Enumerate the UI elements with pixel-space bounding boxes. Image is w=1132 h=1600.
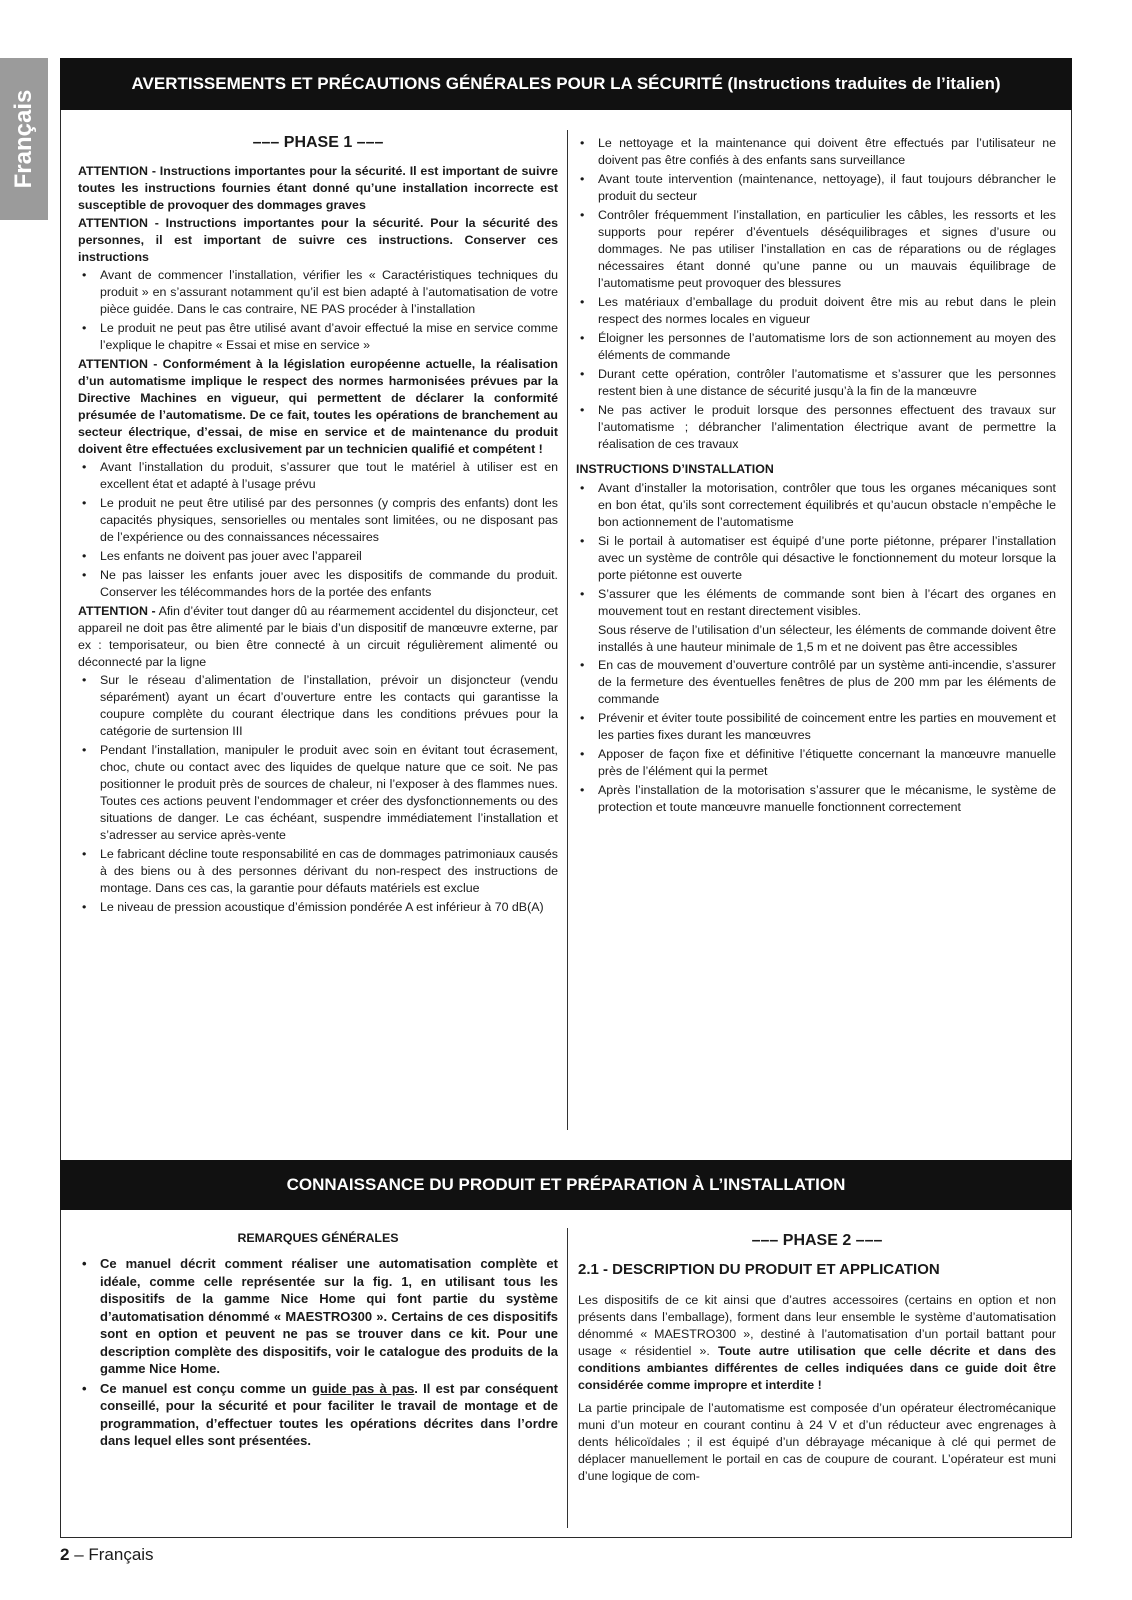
guide-link-text: guide pas à pas [311, 1380, 415, 1396]
attention-text: Afin d’éviter tout danger dû au réarmement accidentel du disjoncteur, cet appareil ne doit pas être alimenté par le biais d’un dispositif de manœuvre externe, par ex : temporisateur, ou bien être connecté à un circuit régulièrement alimenté ou déconnecté par la ligne [78, 604, 559, 669]
list-item: • Prévenir et éviter toute possibilité de coincement entre les parties en mouvement et les parties fixes durant les manœuvres [576, 710, 1056, 744]
list-item: • Avant d’installer la motorisation, contrôler que tous les organes mécaniques sont en bon état, qu’ils sont correctement équilibrés et qu’aucun obstacle n’empêche le bon actionnement de l’automatisme [576, 480, 1056, 531]
product-section-title: CONNAISSANCE DU PRODUIT ET PRÉPARATION À L’INSTALLATION [286, 1175, 846, 1194]
description-title: 2.1 - DESCRIPTION DU PRODUIT ET APPLICATION [578, 1261, 940, 1278]
attention-label: ATTENTION - [78, 604, 156, 618]
list-item: • Le niveau de pression acoustique d’émission pondérée A est inférieur à 70 dB(A) [78, 899, 558, 916]
attention-paragraph-2: ATTENTION - Instructions importantes pour la sécurité. Pour la sécurité des personnes, il est important de suivre ces instructions. Conserver ces instructions [78, 216, 558, 264]
description-paragraph-2: La partie principale de l’automatisme est composée d’un opérateur électromécanique muni d’un moteur en courant continu à 24 V et d’un réducteur avec engrenages à dents hélicoïdales ; il est équipé d’un débrayage mécanique à clé qui permet de déplacer manuellement le portail en cas de coupure de courant. L’opérateur est muni d’une logique de com- [578, 1401, 1056, 1483]
bullet-list-2 [78, 459, 558, 601]
list-item: • En cas de mouvement d’ouverture contrôlé par un système anti-incendie, s’assurer de la fermeture des éventuelles fenêtres de plus de 200 mm par les éléments de commande [576, 657, 1056, 708]
list-item: • Les enfants ne doivent pas jouer avec l’appareil [78, 548, 558, 565]
safety-subtitle: (Instructions traduites de l’italien) [727, 74, 1001, 93]
remarks-heading: REMARQUES GÉNÉRALES [237, 1231, 399, 1245]
list-item: • Avant de commencer l’installation, vérifier les « Caractéristiques techniques du produit » en s’assurant notamment qu’il est bien adapté à l’automatisation de votre pièce guidée. Dans le cas contraire, NE PAS procéder à l’installation [78, 267, 558, 318]
list-item: • Éloigner les personnes de l’automatisme lors de son actionnement au moyen des éléments de commande [576, 330, 1056, 364]
list-item: • Ce manuel est conçu comme un guide pas à pas. Il est par conséquent conseillé, pour la sécurité et pour faciliter le travail de montage et de programmation, d’effectuer toutes les opérations décrites dans l’ordre dans lequel elles sont présentées. [78, 1380, 558, 1450]
description-paragraph-1: Les dispositifs de ce kit ainsi que d’autres accessoires (certains en option et non présents dans l’emballage), forment dans leur ensemble le système d’automatisation dénommé « MAESTRO300 », destiné à l’automatisation d’un portail battant pour usage « résidentiel ». Toute autre utilisation que celle décrite et dans des conditions ambiantes différentes de celles indiquées dans ce guide doit être considérée comme impropre et interdite ! [578, 1293, 1056, 1392]
remarks-column [78, 1228, 558, 1452]
list-item: • Avant toute intervention (maintenance, nettoyage), il faut toujours débrancher le produit du secteur [576, 171, 1056, 205]
attention-paragraph-1: ATTENTION - Instructions importantes pour la sécurité. Il est important de suivre toutes les instructions fournies étant donné qu’une installation incorrecte est susceptible de provoquer des dommages graves [78, 164, 558, 212]
attention-paragraph-4 [78, 603, 558, 671]
phase1-left-column [78, 130, 558, 918]
list-item: • Durant cette opération, contrôler l’automatisme et s’assurer que les personnes restent bien à une distance de sécurité jusqu’à la fin de la manœuvre [576, 366, 1056, 400]
phase1-right-column [576, 135, 1056, 818]
list-item: • Après l’installation de la motorisation s’assurer que le mécanisme, le système de protection et toute manœuvre manuelle fonctionnent correctement [576, 782, 1056, 816]
safety-title: AVERTISSEMENTS ET PRÉCAUTIONS GÉNÉRALES POUR LA SÉCURITÉ [131, 74, 723, 93]
phase2-column [578, 1228, 1056, 1486]
column-divider [567, 1228, 568, 1528]
list-item: • Pendant l’installation, manipuler le produit avec soin en évitant tout écrasement, choc, chute ou contact avec des liquides de quelque nature que ce soit. Ne pas positionner le produit près de sources de chaleur, ni l’exposer à des flammes nues. Toutes ces actions peuvent l’endommager et créer des dysfonctionnements ou des situations de danger. Le cas échéant, suspendre immédiatement l’installation et s’adresser au service après-vente [78, 742, 558, 844]
list-sub-paragraph: Sous réserve de l’utilisation d’un sélecteur, les éléments de commande doivent être installés à une hauteur minimale de 1,5 m et ne doivent pas être accessibles [598, 623, 1056, 654]
language-label: Français [10, 89, 37, 189]
bullet-list-1 [78, 267, 558, 354]
attention-paragraph-3: ATTENTION - Conformément à la législation européenne actuelle, la réalisation d’un automatisme implique le respect des normes harmonisées prévues par la Directive Machines en vigueur, qui permettent de déclarer la conformité présumée de l’automatisme. De ce fait, toutes les opérations de branchement au secteur électrique, d’essai, de mise en service et de maintenance du produit doivent être effectuées exclusivement par un technicien qualifié et compétent ! [78, 357, 558, 456]
page-number: 2 [60, 1545, 70, 1564]
list-item: • Le produit ne peut être utilisé par des personnes (y compris des enfants) dont les capacités physiques, sensorielles ou mentales sont limitées, ou ne disposant pas de l’expérience ou des connaissances nécessaires [78, 495, 558, 546]
list-item: • Avant l’installation du produit, s’assurer que tout le matériel à utiliser est en excellent état et adapté à l’usage prévu [78, 459, 558, 493]
column-divider [567, 130, 568, 1130]
description-warning: Toute autre utilisation que celle décrite et dans des conditions ambiantes différentes de celles indiquées dans ce guide doit être considérée comme impropre et interdite ! [578, 1344, 1056, 1392]
phase1-heading: ––– PHASE 1 ––– [252, 134, 384, 151]
page-footer [60, 1545, 154, 1565]
list-item: • Contrôler fréquemment l’installation, en particulier les câbles, les ressorts et les supports pour repérer d’éventuels déséquilibrages et signes d’usure ou dommages. Ne pas utiliser l’installation en cas de réparations ou de réglages nécessaires étant donné qu’une panne ou un mauvais équilibrage de l’automatisme peut provoquer des blessures [576, 207, 1056, 292]
bullet-list-3 [78, 672, 558, 916]
phase2-heading: ––– PHASE 2 ––– [751, 1232, 883, 1249]
bullet-list-4 [576, 135, 1056, 453]
bullet-list-6 [576, 657, 1056, 816]
bullet-list-5 [576, 480, 1056, 620]
list-item: • Ne pas activer le produit lorsque des personnes effectuent des travaux sur l’automatisme ; débrancher l’alimentation électrique avant de permettre la réalisation de ces travaux [576, 402, 1056, 453]
list-item: • Ne pas laisser les enfants jouer avec les dispositifs de commande du produit. Conserver les télécommandes hors de la portée des enfants [78, 567, 558, 601]
language-side-tab [0, 58, 48, 220]
safety-header-bar [60, 58, 1072, 110]
list-item: • Sur le réseau d’alimentation de l’installation, prévoir un disjoncteur (vendu séparément) ayant un écart d’ouverture entre les contacts qui garantisse la coupure complète du courant électrique dans les conditions prévues pour la catégorie de surtension III [78, 672, 558, 740]
list-item: • Apposer de façon fixe et définitive l’étiquette concernant la manœuvre manuelle près de l’élément qui la permet [576, 746, 1056, 780]
list-item: • S’assurer que les éléments de commande sont bien à l’écart des organes en mouvement tout en restant directement visibles. [576, 586, 1056, 620]
list-item: • Les matériaux d’emballage du produit doivent être mis au rebut dans le plein respect des normes locales en vigueur [576, 294, 1056, 328]
list-item: • Le fabricant décline toute responsabilité en cas de dommages patrimoniaux causés à des biens ou à des personnes dérivant du non-respect des instructions de montage. Dans ces cas, la garantie pour défauts matériels est exclue [78, 846, 558, 897]
product-section-header-bar [60, 1160, 1072, 1210]
list-item: • Si le portail à automatiser est équipé d’une porte piétonne, préparer l’installation avec un système de contrôle qui désactive le fonctionnement du moteur lorsque la porte piétonne est ouverte [576, 533, 1056, 584]
list-item: • Le produit ne peut pas être utilisé avant d’avoir effectué la mise en service comme l’explique le chapitre « Essai et mise en service » [78, 320, 558, 354]
list-item: • Ce manuel décrit comment réaliser une automatisation complète et idéale, comme celle représentée sur la fig. 1, en utilisant tous les dispositifs de la gamme Nice Home qui font partie du système d’automatisation dénommé « MAESTRO300 ». Certains de ces dispositifs sont en option et peuvent ne pas se trouver dans ce kit. Pour une description complète des dispositifs, voir le catalogue des produits de la gamme Nice Home. [78, 1255, 558, 1378]
footer-language: – Français [69, 1545, 154, 1564]
list-item: • Le nettoyage et la maintenance qui doivent être effectués par l’utilisateur ne doivent pas être confiés à des enfants sans surveillance [576, 135, 1056, 169]
installation-heading: INSTRUCTIONS D’INSTALLATION [576, 462, 774, 476]
remarks-list [78, 1255, 558, 1450]
